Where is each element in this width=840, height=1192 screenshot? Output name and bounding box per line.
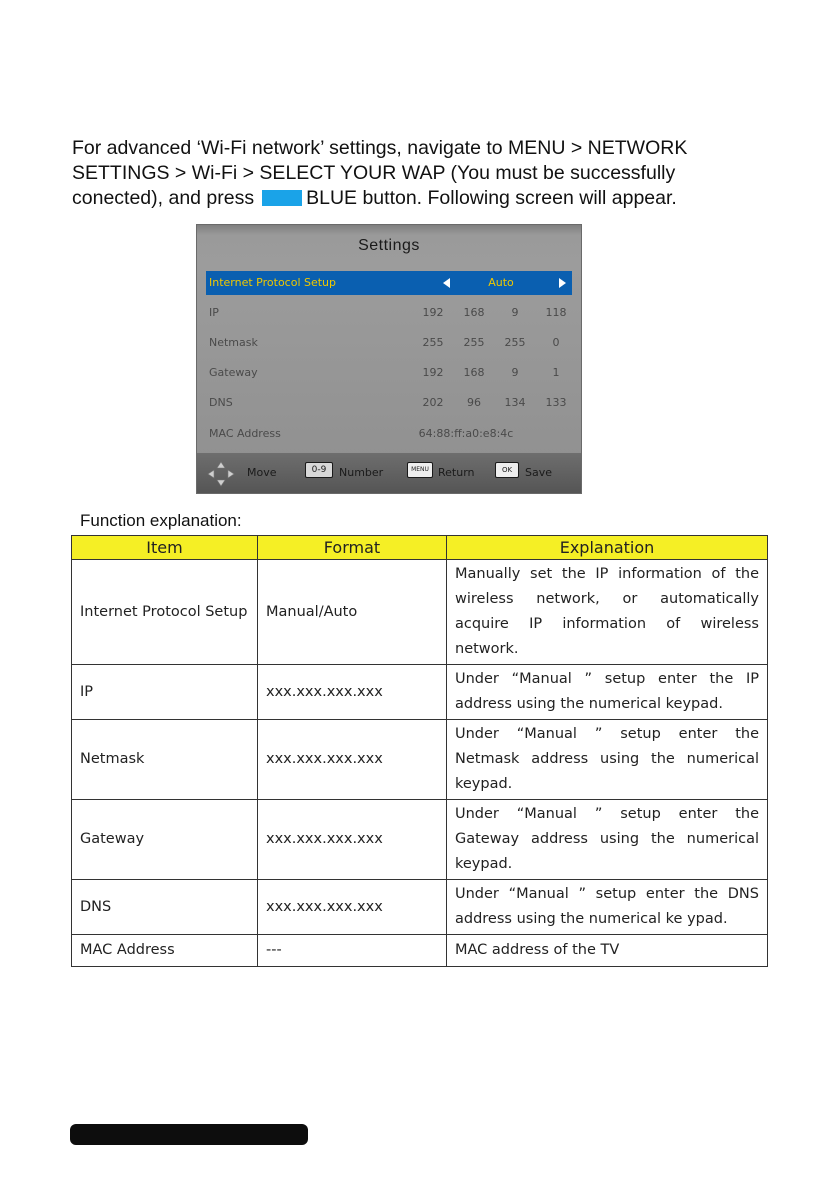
header-item: Item [72, 536, 258, 560]
page-footer-bar [70, 1124, 308, 1145]
cell-format: xxx.xxx.xxx.xxx [258, 800, 447, 880]
row-mac-address[interactable] [206, 422, 572, 446]
netmask-octet-1: 255 [422, 336, 444, 349]
cell-explanation: Under “Manual ” setup enter the DNS address using the numerical ke ypad. [447, 880, 768, 935]
row-label: IP [209, 306, 219, 319]
function-explanation-label: Function explanation: [80, 511, 242, 530]
tv-settings-title: Settings [358, 237, 420, 254]
ok-key-icon: OK [495, 462, 519, 478]
cell-explanation: Under “Manual ” setup enter the Gateway address using the numerical keypad. [447, 800, 768, 880]
cell-format: Manual/Auto [258, 560, 447, 665]
number-key-icon: 0-9 [305, 462, 333, 478]
blue-button-icon [262, 190, 302, 206]
row-label: Gateway [209, 366, 258, 379]
hint-return: Return [438, 466, 475, 479]
cell-item: Gateway [72, 800, 258, 880]
table-row [72, 665, 768, 720]
ip-octet-3: 9 [511, 306, 519, 319]
row-label: MAC Address [209, 427, 281, 440]
intro-paragraph [72, 136, 782, 211]
cell-format: xxx.xxx.xxx.xxx [258, 665, 447, 720]
cell-explanation: Under “Manual ” setup enter the Netmask address using the numerical keypad. [447, 720, 768, 800]
cell-format: xxx.xxx.xxx.xxx [258, 720, 447, 800]
row-label: Internet Protocol Setup [209, 276, 337, 289]
tv-footer-hints [197, 453, 581, 493]
intro-line-1: For advanced ‘Wi-Fi network’ settings, navigate to MENU > NETWORK [72, 137, 688, 159]
ip-octet-4: 118 [545, 306, 567, 319]
hint-number: Number [339, 466, 384, 479]
cell-item: MAC Address [72, 935, 258, 967]
cell-item: Netmask [72, 720, 258, 800]
function-explanation-table [71, 535, 768, 967]
gateway-octet-3: 9 [511, 366, 519, 379]
dpad-icon [207, 461, 235, 487]
netmask-octet-4: 0 [552, 336, 560, 349]
ip-octet-1: 192 [422, 306, 444, 319]
cell-format: xxx.xxx.xxx.xxx [258, 880, 447, 935]
mac-address-value: 64:88:ff:a0:e8:4c [418, 427, 514, 440]
hint-save: Save [525, 466, 553, 479]
cell-item: IP [72, 665, 258, 720]
dns-octet-2: 96 [467, 396, 481, 409]
intro-line-3b: BLUE button. Following screen will appear. [306, 187, 677, 209]
gateway-octet-1: 192 [422, 366, 444, 379]
table-row [72, 800, 768, 880]
row-netmask[interactable] [206, 331, 572, 355]
cell-item: DNS [72, 880, 258, 935]
cell-format: --- [258, 935, 447, 967]
dns-octet-4: 133 [545, 396, 567, 409]
dns-octet-3: 134 [504, 396, 526, 409]
intro-line-2: SETTINGS > Wi-Fi > SELECT YOUR WAP (You must be successfully [72, 162, 676, 184]
dns-octet-1: 202 [422, 396, 444, 409]
cell-item: Internet Protocol Setup [72, 560, 258, 665]
header-format: Format [258, 536, 447, 560]
cell-explanation: Under “Manual ” setup enter the IP address using the numerical keypad. [447, 665, 768, 720]
table-row [72, 720, 768, 800]
row-label: Netmask [209, 336, 258, 349]
gateway-octet-4: 1 [552, 366, 560, 379]
cell-explanation: Manually set the IP information of the wireless network, or automatically acquire IP information of wireless network. [447, 560, 768, 665]
row-label: DNS [209, 396, 233, 409]
hint-move: Move [247, 466, 277, 479]
protocol-value: Auto [488, 276, 514, 289]
row-dns[interactable] [206, 391, 572, 415]
netmask-octet-3: 255 [504, 336, 526, 349]
ip-octet-2: 168 [463, 306, 485, 319]
netmask-octet-2: 255 [463, 336, 485, 349]
table-header-row [72, 536, 768, 560]
row-ip[interactable] [206, 301, 572, 325]
menu-key-icon: MENU [407, 462, 433, 478]
intro-line-3a: conected), and press [72, 187, 255, 209]
tv-settings-screen [196, 224, 582, 494]
cell-explanation: MAC address of the TV [447, 935, 768, 967]
row-gateway[interactable] [206, 361, 572, 385]
row-internet-protocol-setup[interactable] [206, 271, 572, 295]
header-explanation: Explanation [447, 536, 768, 560]
gateway-octet-2: 168 [463, 366, 485, 379]
arrow-left-icon[interactable] [443, 278, 450, 288]
arrow-right-icon[interactable] [559, 278, 566, 288]
table-row [72, 935, 768, 967]
table-row [72, 880, 768, 935]
table-row [72, 560, 768, 665]
